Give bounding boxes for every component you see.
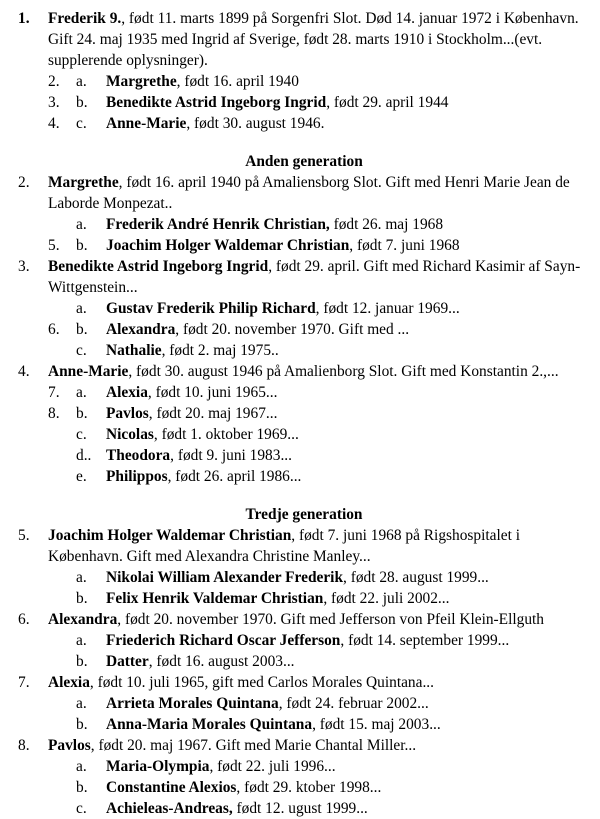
entry-number: 5. bbox=[18, 527, 30, 544]
child-name: Benedikte Astrid Ingeborg Ingrid bbox=[106, 94, 327, 111]
child-row bbox=[18, 340, 590, 361]
child-row bbox=[18, 588, 590, 609]
section-heading-anden: Anden generation bbox=[245, 153, 363, 170]
child-row bbox=[18, 630, 590, 651]
child-name: Maria-Olympia bbox=[106, 758, 210, 775]
entry-number: 2. bbox=[18, 174, 30, 191]
entry-text: , født 29. april. Gift med Richard Kasimir af Sayn-Wittgenstein... bbox=[48, 258, 581, 296]
child-letter: b. bbox=[76, 94, 88, 111]
child-number: 8. bbox=[48, 405, 60, 422]
child-name: Pavlos bbox=[106, 405, 149, 422]
child-letter: a. bbox=[76, 384, 87, 401]
entry-6 bbox=[18, 609, 590, 630]
child-name: Achieleas-Andreas, bbox=[106, 800, 233, 817]
entry-number: 8. bbox=[18, 737, 30, 754]
child-name: Gustav Frederik Philip Richard bbox=[106, 300, 316, 317]
child-name: Constantine Alexios bbox=[106, 779, 237, 796]
entry-text: , født 11. marts 1899 på Sorgenfri Slot. Død 14. januar 1972 i København. Gift 24. maj 1935 med Ingrid af Sverige, født 28. marts 1910 i Stockholm...(evt. supplerende oplysninger). bbox=[48, 10, 579, 69]
child-row bbox=[18, 693, 590, 714]
section-spacer bbox=[18, 487, 590, 504]
entry-name: Pavlos bbox=[48, 737, 91, 754]
entry-text: , født 20. november 1970. Gift med Jefferson von Pfeil Klein-Ellguth bbox=[117, 611, 544, 628]
child-name: Anne-Marie bbox=[106, 115, 187, 132]
child-text: , født 22. juli 1996... bbox=[209, 758, 336, 775]
child-number: 7. bbox=[48, 384, 60, 401]
child-name: Friederich Richard Oscar Jefferson bbox=[106, 632, 341, 649]
entry-text: , født 16. april 1940 på Amaliensborg Slot. Gift med Henri Marie Jean de Laborde Monpezat.. bbox=[48, 174, 570, 212]
child-text: , født 20. maj 1967... bbox=[148, 405, 278, 422]
child-text: , født 29. ktober 1998... bbox=[236, 779, 382, 796]
entry-name: Margrethe bbox=[48, 174, 119, 191]
child-number: 5. bbox=[48, 237, 60, 254]
child-letter: c. bbox=[76, 426, 87, 443]
child-row bbox=[18, 382, 590, 403]
entry-5 bbox=[18, 525, 590, 567]
child-row bbox=[18, 756, 590, 777]
child-text: , født 14. september 1999... bbox=[340, 632, 510, 649]
child-text: , født 2. maj 1975.. bbox=[161, 342, 279, 359]
entry-name: Joachim Holger Waldemar Christian bbox=[48, 527, 292, 544]
child-text: , født 7. juni 1968 bbox=[349, 237, 460, 254]
child-number: 3. bbox=[48, 94, 60, 111]
child-letter: b. bbox=[76, 321, 88, 338]
child-letter: b. bbox=[76, 590, 88, 607]
child-row bbox=[18, 424, 590, 445]
child-row bbox=[18, 445, 590, 466]
entry-name: Frederik 9. bbox=[48, 10, 122, 27]
entry-7 bbox=[18, 672, 590, 693]
child-name: Nathalie bbox=[106, 342, 162, 359]
child-text: , født 24. februar 2002... bbox=[278, 695, 429, 712]
child-row bbox=[18, 113, 590, 134]
child-letter: a. bbox=[76, 569, 87, 586]
child-row bbox=[18, 466, 590, 487]
child-number: 6. bbox=[48, 321, 60, 338]
entry-text: , født 10. juli 1965, gift med Carlos Morales Quintana... bbox=[89, 674, 434, 691]
child-text: , født 10. juni 1965... bbox=[147, 384, 278, 401]
entry-text: , født 30. august 1946 på Amalienborg Slot. Gift med Konstantin 2.,... bbox=[128, 363, 559, 380]
child-text: , født 1. oktober 1969... bbox=[153, 426, 299, 443]
child-row bbox=[18, 651, 590, 672]
child-letter: a. bbox=[76, 216, 87, 233]
child-row bbox=[18, 403, 590, 424]
child-letter: a. bbox=[76, 300, 87, 317]
child-text: , født 20. november 1970. Gift med ... bbox=[175, 321, 410, 338]
entry-2 bbox=[18, 172, 590, 214]
child-name: Alexandra bbox=[106, 321, 176, 338]
section-heading-tredje: Tredje generation bbox=[245, 506, 363, 523]
child-name: Nicolas bbox=[106, 426, 154, 443]
entry-name: Alexia bbox=[48, 674, 90, 691]
child-letter: c. bbox=[76, 342, 87, 359]
entry-4 bbox=[18, 361, 590, 382]
child-letter: e. bbox=[76, 468, 87, 485]
child-name: Frederik André Henrik Christian, bbox=[106, 216, 330, 233]
child-row bbox=[18, 567, 590, 588]
entry-number: 1. bbox=[18, 10, 30, 27]
child-row bbox=[18, 714, 590, 735]
entry-number: 3. bbox=[18, 258, 30, 275]
child-text: , født 28. august 1999... bbox=[343, 569, 489, 586]
child-number: 4. bbox=[48, 115, 60, 132]
child-text: , født 26. april 1986... bbox=[167, 468, 302, 485]
child-row bbox=[18, 798, 590, 819]
child-row bbox=[18, 298, 590, 319]
child-letter: b. bbox=[76, 716, 88, 733]
child-text: født 12. ugust 1999... bbox=[232, 800, 368, 817]
child-letter: a. bbox=[76, 758, 87, 775]
child-letter: a. bbox=[76, 73, 87, 90]
child-text: , født 9. juni 1983... bbox=[170, 447, 292, 464]
child-name: Joachim Holger Waldemar Christian bbox=[106, 237, 350, 254]
child-text: , født 15. maj 2003... bbox=[312, 716, 441, 733]
entry-8 bbox=[18, 735, 590, 756]
child-text: , født 22. juli 2002... bbox=[323, 590, 450, 607]
entry-number: 6. bbox=[18, 611, 30, 628]
child-letter: b. bbox=[76, 779, 88, 796]
child-row bbox=[18, 319, 590, 340]
child-name: Anna-Maria Morales Quintana bbox=[106, 716, 313, 733]
entry-text: , født 20. maj 1967. Gift med Marie Chantal Miller... bbox=[90, 737, 417, 754]
child-row bbox=[18, 235, 590, 256]
entry-text: , født 7. juni 1968 på Rigshospitalet i København. Gift med Alexandra Christine Manley... bbox=[48, 527, 520, 565]
child-name: Arrieta Morales Quintana bbox=[106, 695, 279, 712]
child-text: , født 29. april 1944 bbox=[326, 94, 449, 111]
child-name: Margrethe bbox=[106, 73, 177, 90]
child-letter: c. bbox=[76, 115, 87, 132]
child-number: 2. bbox=[48, 73, 60, 90]
child-row bbox=[18, 71, 590, 92]
entry-3 bbox=[18, 256, 590, 298]
child-letter: a. bbox=[76, 632, 87, 649]
child-letter: b. bbox=[76, 405, 88, 422]
entry-number: 7. bbox=[18, 674, 30, 691]
entry-name: Anne-Marie bbox=[48, 363, 129, 380]
child-row bbox=[18, 92, 590, 113]
child-name: Nikolai William Alexander Frederik bbox=[106, 569, 343, 586]
entry-1 bbox=[18, 8, 590, 71]
child-row bbox=[18, 214, 590, 235]
child-text: , født 16. august 2003... bbox=[148, 653, 295, 670]
child-text: , født 12. januar 1969... bbox=[315, 300, 460, 317]
child-name: Theodora bbox=[106, 447, 171, 464]
section-spacer bbox=[18, 134, 590, 151]
child-text: født 26. maj 1968 bbox=[329, 216, 444, 233]
child-text: , født 16. april 1940 bbox=[176, 73, 299, 90]
child-row bbox=[18, 777, 590, 798]
child-name: Alexia bbox=[106, 384, 148, 401]
child-name: Philippos bbox=[106, 468, 168, 485]
entry-name: Benedikte Astrid Ingeborg Ingrid bbox=[48, 258, 269, 275]
child-name: Felix Henrik Valdemar Christian bbox=[106, 590, 324, 607]
child-text: , født 30. august 1946. bbox=[186, 115, 325, 132]
entry-name: Alexandra bbox=[48, 611, 118, 628]
child-letter: b. bbox=[76, 653, 88, 670]
entry-number: 4. bbox=[18, 363, 30, 380]
child-letter: b. bbox=[76, 237, 88, 254]
child-name: Datter bbox=[106, 653, 149, 670]
child-letter: d.. bbox=[76, 447, 92, 464]
child-letter: c. bbox=[76, 800, 87, 817]
child-letter: a. bbox=[76, 695, 87, 712]
